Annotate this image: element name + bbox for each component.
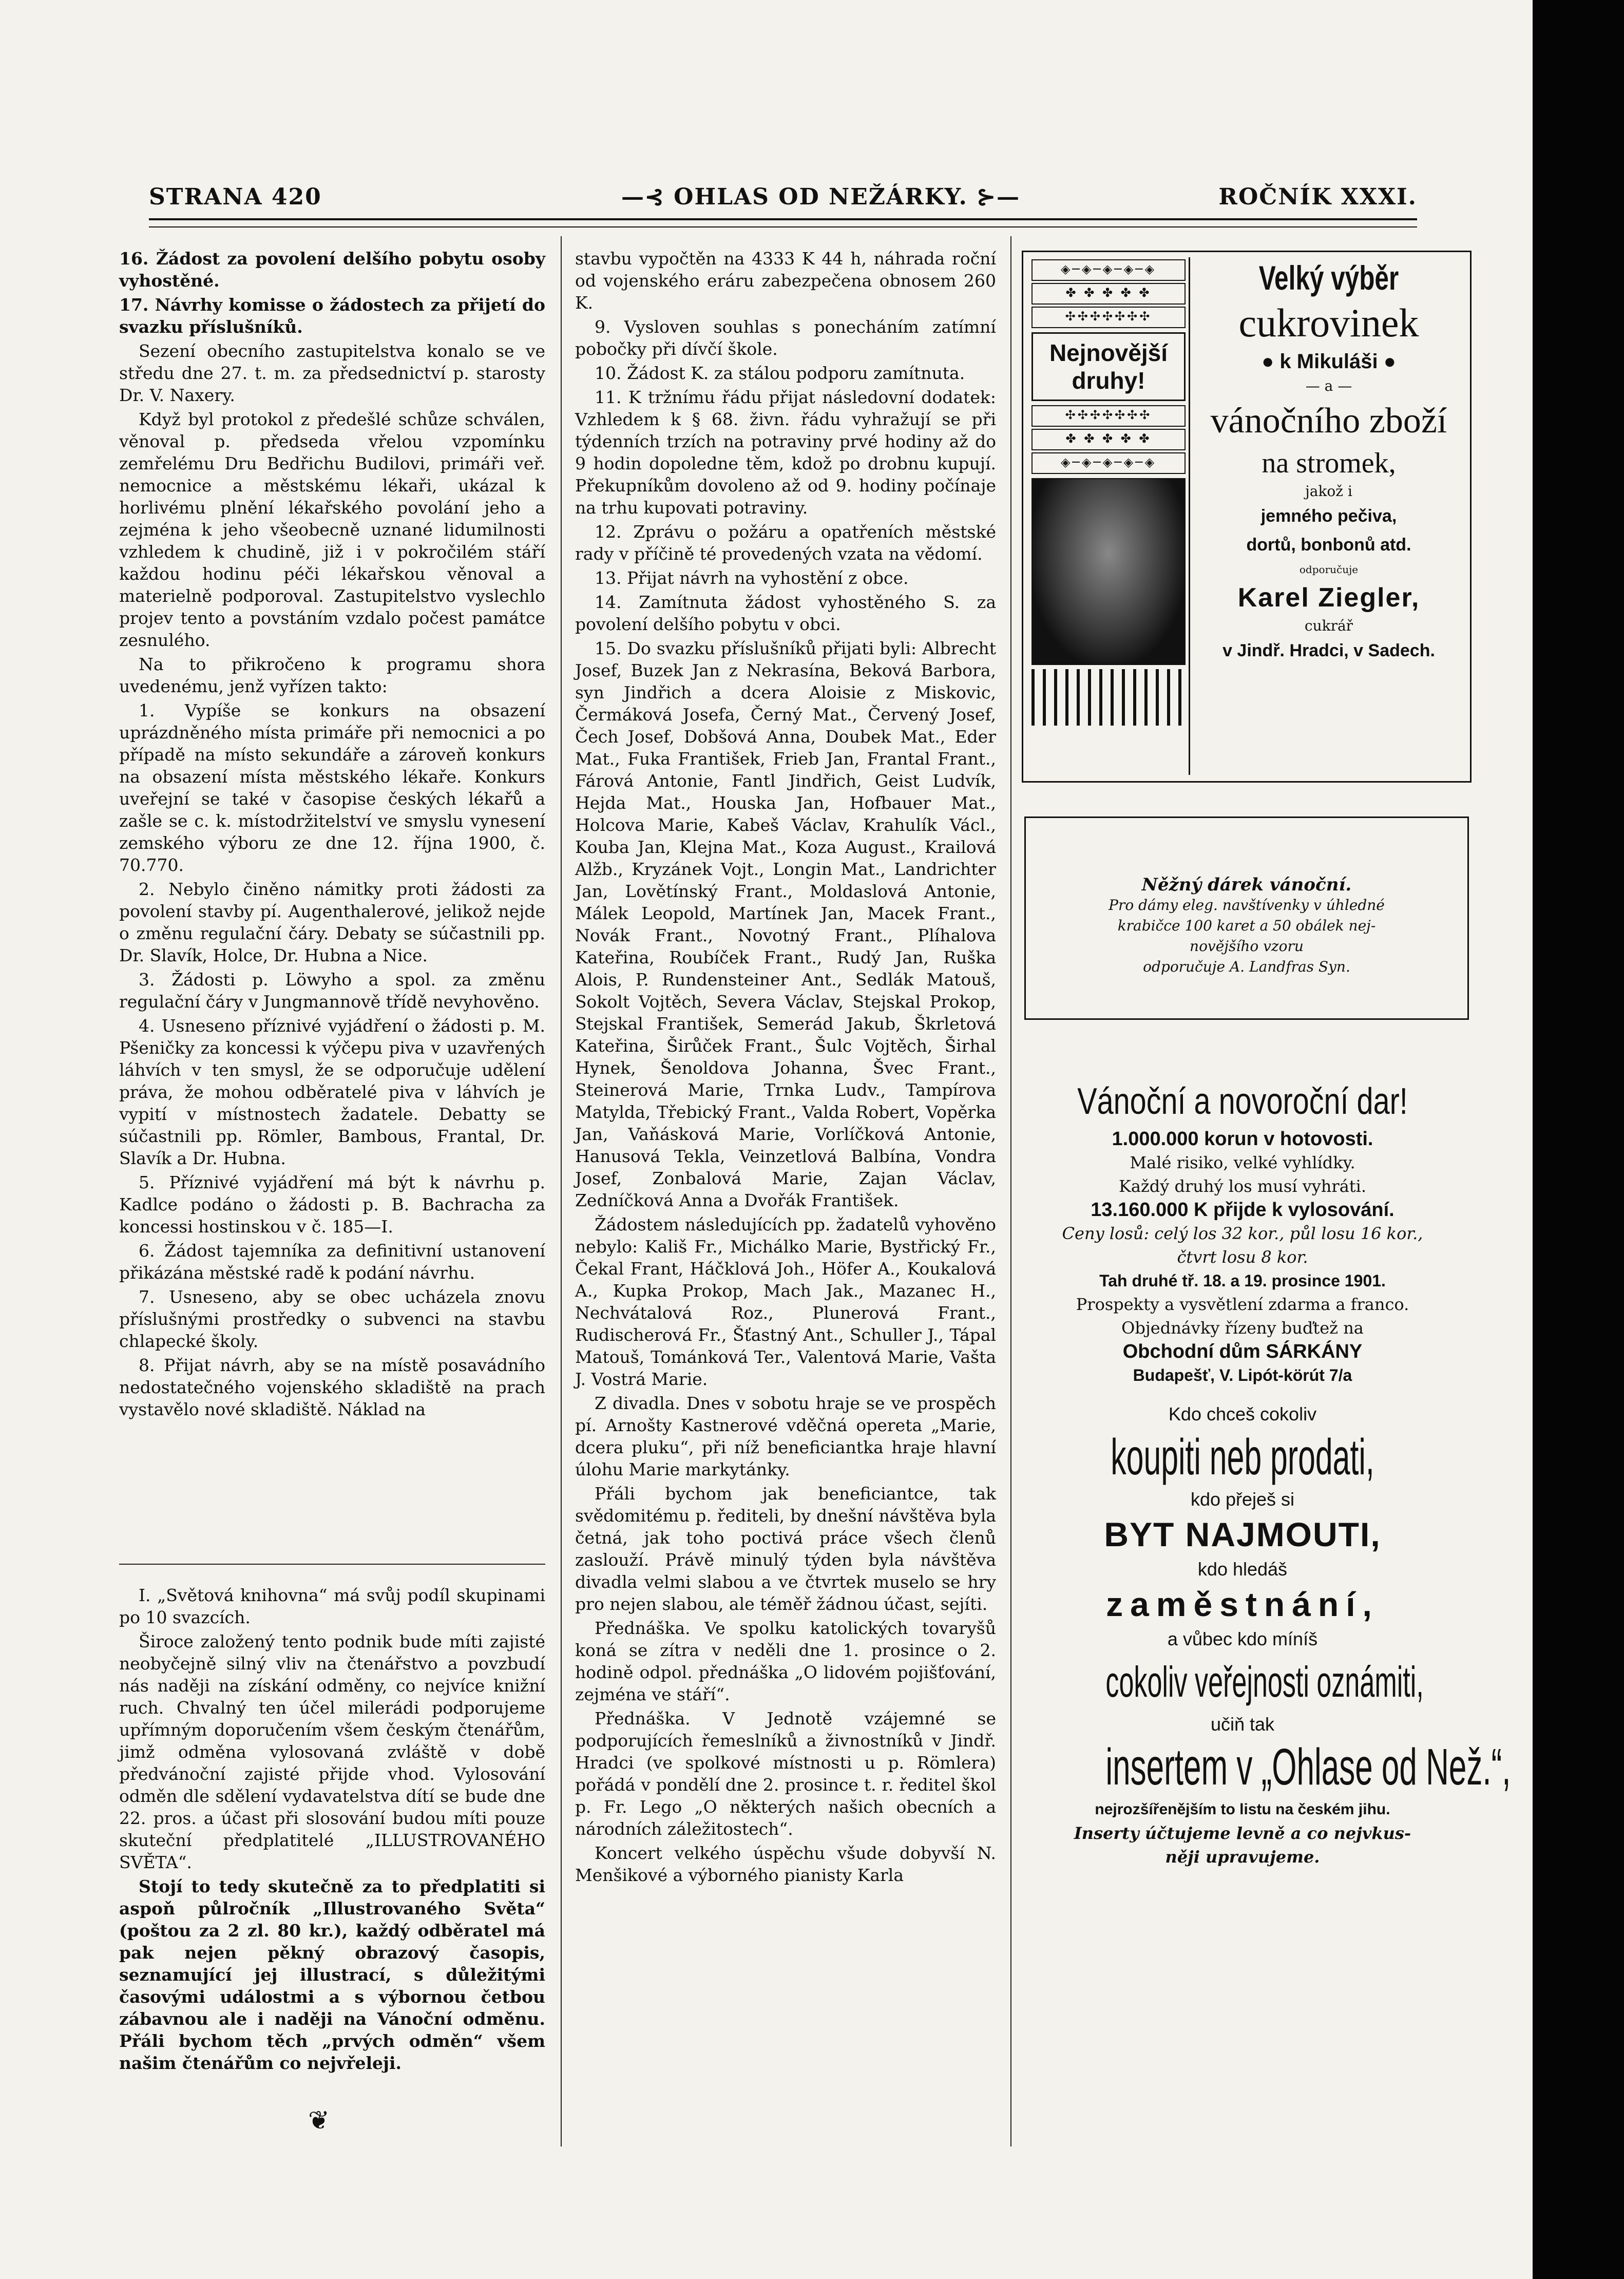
ornament-row: ✣✣✣✣✣✣✣ [1031, 405, 1186, 427]
ad-line: Prospekty a vysvětlení zdarma a franco. [1076, 1295, 1409, 1314]
ad-line: Budapešť, V. Lipót-körút 7/a [1133, 1366, 1352, 1384]
page-number: STRANA 420 [149, 184, 322, 210]
paragraph: 9. Vysloven souhlas s ponecháním zatímní pobočky při dívčí škole. [575, 317, 996, 359]
paragraph: Přednáška. Ve spolku katolických tovaryšů koná se zítra v neděli dne 1. prosince o 2. hodině odpol. přednáška „O lidovém pojišťování, zejména ve stáří“. [575, 1618, 996, 1704]
paragraph: Z divadla. Dnes v sobotu hraje se ve prospěch pí. Arnošty Kastnerové vděčná opereta „Marie, dcera pluku“, při níž beneficiantka hraje hlavní úlohu Marie markytánky. [575, 1393, 996, 1479]
column-1-council-report [119, 248, 545, 1422]
paragraph: Sezení obecního zastupitelstva konalo se ve středu dne 27. t. m. za předsednictví p. starosty Dr. V. Naxery. [119, 341, 545, 405]
confectionery-ad [1022, 251, 1472, 783]
paragraph: I. „Světová knihovna“ má svůj podíl skupinami po 10 svazcích. [119, 1585, 545, 1627]
ad-line: odporučuje [1299, 563, 1359, 576]
gift-cards-ad [1024, 816, 1469, 1020]
ad-line: Každý druhý los musí vyhráti. [1118, 1176, 1367, 1196]
ad-line: kdo přeješ si [1190, 1489, 1295, 1510]
column-divider [561, 236, 562, 2147]
ornament-row: ✣✣✣✣✣✣✣ [1031, 307, 1186, 328]
paragraph: 8. Přijat návrh, aby se na místě posavádního nedostatečného vojenského skladiště na prach vystavělo nové skladiště. Náklad na [119, 1355, 545, 1419]
page-header [149, 184, 1417, 215]
paragraph: 6. Žádost tajemníka za definitivní ustanovení přikázána městské radě k podání návrhu. [119, 1241, 545, 1283]
column-1-library-notice [119, 1584, 545, 2076]
latest-varieties-label: Nejnovější druhy! [1031, 332, 1186, 401]
ad-line: cukrovinek [1238, 300, 1419, 345]
ad-line: Ceny losů: celý los 32 kor., půl losu 16 kor., [1062, 1224, 1423, 1243]
ad-line: odporučuje A. Landfras Syn. [1143, 958, 1350, 975]
ad-line: cukrář [1304, 617, 1353, 634]
paragraph: 5. Příznivé vyjádření má být k návrhu p. Kadlce podáno o žádosti p. B. Bachracha za koncessi hostinskou v č. 185—I. [119, 1172, 545, 1237]
volume-number: ROČNÍK XXXI. [1218, 184, 1417, 210]
paragraph: 14. Zamítnuta žádost vyhostěného S. za povolení delšího pobytu v obci. [575, 592, 996, 634]
paragraph: stavbu vypočtěn na 4333 K 44 h, náhrada roční od vojenského eráru zabezpečena obnosem 260 K. [575, 249, 996, 313]
paragraph: 4. Usneseno příznivé vyjádření o žádosti p. M. Pšeničky za koncessi k výčepu piva v uzavřených láhvích v ten smysl, že se odporučuje udělení práva, že mohou odběratelé piva v láhvích je vypití v místnostech žadatele. Debatty se súčastnili pp. Römler, Bambous, Frantal, Dr. Slavík a Dr. Hubna. [119, 1016, 545, 1168]
ad-line: — a — [1305, 377, 1352, 394]
scan-edge [1533, 0, 1624, 2279]
ad-line: jemného pečiva, [1260, 506, 1397, 526]
ad-line: Kdo chceš cokoliv [1168, 1403, 1317, 1425]
paragraph: 13. Přijat návrh na vyhostění z obce. [595, 568, 909, 588]
paragraph: 3. Žádosti p. Löwyho a spol. za změnu regulační čáry v Jungmannově třídě nevyhověno. [119, 970, 545, 1012]
section-divider [119, 1564, 545, 1565]
newspaper-title: —⊰ OHLAS OD NEŽÁRKY. ⊱— [621, 184, 1020, 210]
ad-line: něji upravujeme. [1165, 1847, 1320, 1867]
ad-title: Něžný dárek vánoční. [1141, 875, 1352, 895]
ad-line: BYT NAJMOUTI, [1104, 1515, 1381, 1553]
paragraph: 2. Nebylo činěno námitky proti žádosti za povolení stavby pí. Augenthalerové, jelikož nejde o změnu regulační čáry. Debaty se súčastnili pp. Dr. Slavík, Holce, Dr. Hubna a Nice. [119, 879, 545, 965]
paragraph: 17. Návrhy komisse o žádostech za přijetí do svazku příslušníků. [119, 295, 545, 337]
ad-line: Velký výběr [1258, 259, 1399, 297]
ad-line: Pro dámy eleg. navštívenky v úhledné [1109, 897, 1385, 914]
ornament-row: ◈─◈─◈─◈─◈ [1031, 452, 1186, 474]
ad-line: krabičce 100 karet a 50 obálek nej- [1117, 917, 1376, 934]
ad-text [1193, 257, 1465, 665]
ad-line: jakož i [1305, 483, 1352, 500]
paragraph: 10. Žádost K. za stálou podporu zamítnuta. [595, 363, 965, 383]
ad-line: dortů, bonbonů atd. [1246, 535, 1411, 555]
paragraph: Koncert velkého úspěchu všude dobyvší N. Menšikové a výborného pianisty Karla [575, 1843, 996, 1885]
decorative-bars [1031, 669, 1186, 726]
ad-line: zaměstnání, [1106, 1585, 1379, 1623]
ad-line: novějšího vzoru [1190, 938, 1304, 955]
ad-ornament-panel [1028, 257, 1190, 775]
ornament-row: ◈─◈─◈─◈─◈ [1031, 259, 1186, 281]
ad-line: v Jindř. Hradci, v Sadech. [1222, 641, 1435, 660]
paragraph: Přednáška. V Jednotě vzájemné se podporujících řemeslníků a živnostníků v Jindř. Hradci (ve spolkové místnosti u p. Römlera) pořádá v pondělí dne 2. prosince t. r. ředitel škol p. Fr. Lego „O některých našich obecních a národních záležitostech“. [575, 1708, 996, 1839]
paragraph: 15. Do svazku příslušníků přijati byli: Albrecht Josef, Buzek Jan z Nekrasína, Beková Barbora, syn Jindřich a dcera Aloisie z Miskovic, Čermáková Josefa, Černý Mat., Červený Josef, Čech Josef, Dobšová Anna, Doubek Mat., Eder Mat., Fuka František, Frieb Jan, Frantal Frant., Fárová Antonie, Fantl Jindřich, Geist Ludvík, Hejda Mat., Houska Jan, Hofbauer Mat., Holcova Marie, Kabeš Václav, Krahulík Václ., Kouba Jan, Klejna Mat., Koza August., Krailová Alžb., Kryzánek Vojt., Longin Mat., Landrichter Jan, Lovětínský Frant., Moldaslová Antonie, Málek Leopold, Martínek Jan, Macek Frant., Novák Frant., Novotný Frant., Plíhalova Kateřina, Roubíček Frant., Rudý Jan, Ruška Alois, P. Rundensteiner Ant., Sedlák Matouš, Sokolt Vojtěch, Severa Václav, Stejskal Prokop, Stejskal František, Semerád Jakub, Škrletová Kateřina, Širůček Frant., Šulc Vojtěch, Širhal Hynek, Šenoldova Johanna, Švec Frant., Steinerová Marie, Trnka Ludv., Tampírova Matylda, Třebický Frant., Valda Robert, Vopěrka Jan, Vaňásková Marie, Vorlíčková Antonie, Hanusová Tekla, Veinzetlová Balbína, Vondra Josef, Zonbalová Marie, Zajan Václav, Zedníčková Anna a Dvořák František. [575, 638, 996, 1210]
paragraph: 11. K tržnímu řádu přijat následovní dodatek: Vzhledem k § 68. živn. řádu vyhražují se při týdenních trzích na potraviny prvé hodiny až do 9 hodin dopoledne těm, kdož po drobnu kupují. Překupníkům dovoleno až od 9. hodiny počínaje na trhu kupovati potraviny. [575, 387, 996, 518]
ad-line: a vůbec kdo míníš [1167, 1628, 1318, 1649]
ad-line: insertem v „Ohlase od Než.“, [1105, 1738, 1511, 1796]
ad-line: ● k Mikuláši ● [1262, 350, 1396, 373]
header-rule [149, 218, 1417, 227]
paragraph: Široce založený tento podnik bude míti zajisté neobyčejně silný vliv na čtenářstvo a povzbudí nás naději na získání odměny, co nejvíce knižní ruch. Chvalný ten účel milerádi podporujeme upřímným doporučením všem českým čtenářům, jimž odměna vylosovaná zvláště v době předvánoční zajisté přijde vhod. Vylosování odměn dle sdělení vydavatelstva dítí se bude dne 22. pros. a účast při slosování budou míti pouze skuteční předplatitelé „ILLUSTROVANÉHO SVĚTA“. [119, 1631, 545, 1872]
paragraph: 7. Usneseno, aby se obec ucházela znovu příslušnými prostředky o subvenci na stavbu chlapecké školy. [119, 1287, 545, 1351]
paragraph: Na to přikročeno k programu shora uvedenému, jenž vyřízen takto: [119, 654, 545, 696]
ornament-icon: ❦ [308, 2105, 330, 2135]
ad-line: Obchodní dům SÁRKÁNY [1122, 1341, 1363, 1362]
ornament-row: ✤ ✤ ✤ ✤ ✤ [1031, 429, 1186, 450]
paragraph: Stojí to tedy skutečně za to předplatiti si aspoň půlročník „Illustrovaného Světa“ (poštou za 2 zl. 80 kr.), každý odběratel má pak nejen pěkný obrazový časopis, seznamující jej illustrací, s důležitými časovými událostmi a s výbornou četbou zábavnou ale i naději na Vánoční odměnu. Přáli bychom těch „prvých odměn“ všem našim čtenářům co nejvřeleji. [119, 1876, 545, 2073]
christmas-tree-illustration [1031, 478, 1186, 665]
ad-line: na stromek, [1262, 447, 1396, 479]
ad-line: Inserty účtujeme levně a co nejvkus- [1074, 1824, 1411, 1843]
column-divider [1010, 236, 1011, 2147]
ad-line: čtvrt losu 8 kor. [1177, 1247, 1308, 1267]
paragraph: Žádostem následujících pp. žadatelů vyhověno nebylo: Kališ Fr., Michálko Marie, Bystřický Fr., Čekal Frant, Háčklová Joh., Höfer A., Koukalová A., Kupka Prokop, Mach Jak., Mazanec H., Nechvátalová Roz., Plunerová Frant., Rudischerová Fr., Šťastný Ant., Schuller J., Tápal Matouš, Tománková Ter., Valentová Marie, Vašta J. Vostrá Marie. [575, 1214, 996, 1389]
ad-line: Objednávky řízeny buďtež na [1121, 1318, 1364, 1338]
ornament-row: ✤ ✤ ✤ ✤ ✤ [1031, 283, 1186, 305]
paragraph: Když byl protokol z předešlé schůze schválen, věnoval p. předseda vřelou vzpomínku zemřelému Dru Bedřichu Budilovi, primáři veř. nemocnice a městskému lékaři, ukázal k horlivému plnění lékařského povolání jeho a zejména k jeho všeobecně uznané lidumilnosti vzhledem k chudině, již i v pokročilém stáří každou hodinu péči lékařskou věnoval a materielně podporoval. Zastupitelstvo vyslechlo projev tento a povstáním vzdalo počest památce zesnulého. [119, 409, 545, 650]
paragraph: Přáli bychom jak beneficiantce, tak svědomitému p. řediteli, by dnešní návštěva byla četná, jak toho poctivá práce všech členů zaslouží. Právě minulý týden byla návštěva divadla velmi slabou a ve čtvrtek muselo se hry pro nejen slabou, ale téměř žádnou účast, sejíti. [575, 1484, 996, 1614]
ad-line: nejrozšířenějším to listu na českém jihu. [1095, 1801, 1390, 1818]
column-2-report [575, 248, 996, 1888]
lottery-and-insert-ad [1022, 1076, 1511, 1869]
ad-line: učiň tak [1210, 1714, 1275, 1735]
ad-line: 1.000.000 korun v hotovosti. [1112, 1128, 1373, 1150]
ad-line: cokoliv veřejnosti oznámiti, [1105, 1658, 1424, 1706]
ad-line: 13.160.000 K přijde k vylosování. [1091, 1199, 1394, 1221]
ad-line: koupiti neb prodati, [1111, 1429, 1374, 1485]
ad-line: kdo hledáš [1197, 1559, 1288, 1580]
paragraph: 1. Vypíše se konkurs na obsazení uprázdněného místa primáře při nemocnici a po případě na místo sekundáře a zároveň konkurs na obsazení místa městského lékaře. Konkurs uveřejní se také v časopise českých lékařů a zašle se c. k. místodržitelství ve smyslu vynesení zemského výboru ze dne 12. října 1900, č. 70.770. [119, 700, 545, 875]
ad-title: Vánoční a novoroční dar! [1077, 1081, 1408, 1122]
paragraph: 12. Zprávu o požáru a opatřeních městské rady v příčině té provedených vzata na vědomí. [575, 522, 996, 564]
paragraph: 16. Žádost za povolení delšího pobytu osoby vyhostěné. [119, 249, 545, 291]
ad-line: Tah druhé tř. 18. a 19. prosince 1901. [1099, 1271, 1386, 1290]
ad-line: Malé risiko, velké vyhlídky. [1130, 1153, 1355, 1172]
merchant-name: Karel Ziegler, [1237, 583, 1420, 613]
ad-line: vánočního zboží [1210, 401, 1447, 441]
